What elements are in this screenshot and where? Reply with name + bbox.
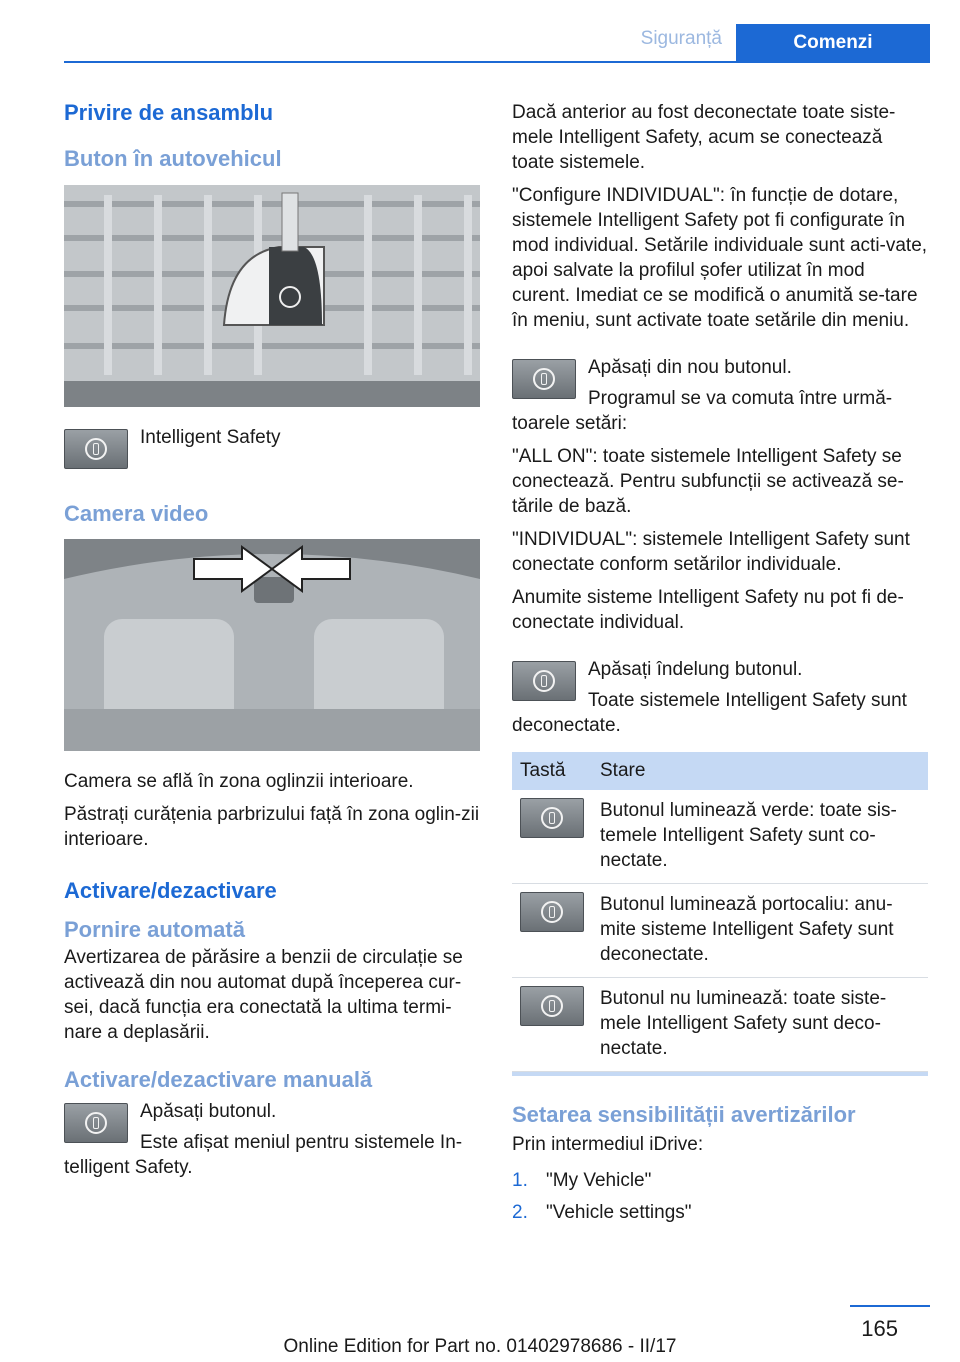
dashboard-vent-illustration — [64, 185, 480, 407]
table-row — [512, 790, 928, 884]
manual-subtitle: Activare/dezactivare manuală — [64, 1066, 373, 1092]
header-section: Siguranță — [640, 28, 722, 49]
button-state-table — [512, 752, 928, 1072]
table-end-rule — [512, 1072, 928, 1076]
manual-button-icon — [64, 1103, 128, 1143]
not-disconnectable-text: Anumite sisteme Intelligent Safety nu pot fi de‐conectate individual. — [512, 587, 904, 633]
orange-state-text: Butonul luminează portocaliu: anu‐mite sisteme Intelligent Safety sunt deconectate. — [592, 884, 928, 978]
page-number-rule — [850, 1305, 930, 1307]
green-state-text: Butonul luminează verde: toate sis‐temele Intelligent Safety sunt co‐nectate. — [592, 790, 928, 884]
table-header-state: Stare — [592, 752, 928, 790]
press-again-row — [512, 355, 928, 436]
activation-title: Activare/dezactivare — [64, 878, 277, 904]
off-state-button-icon — [520, 986, 584, 1026]
green-state-button-icon — [520, 798, 584, 838]
orange-state-button-icon — [520, 892, 584, 932]
idrive-steps-list — [512, 1165, 928, 1229]
manual-menu-text: Este afișat meniul pentru sistemele In‐telligent Safety. — [64, 1132, 463, 1179]
table-row — [512, 884, 928, 978]
configure-individual-text: "Configure INDIVIDUAL": în funcție de dotare, sistemele Intelligent Safety pot fi configurate în mod individual. Setările individuale sunt acti‐vate, apoi salvate la profilul șofer utilizat în mod curent. Imediat ce se modifică o anumită se‐tare în meniu, sunt activate toate setările din meniu. — [512, 185, 928, 331]
step-number: 1. — [512, 1170, 528, 1192]
off-state-text: Butonul nu luminează: toate siste‐mele Intelligent Safety sunt deco‐nectate. — [592, 978, 928, 1072]
button-subtitle: Buton în autovehicul — [64, 146, 282, 172]
manual-press-text: Apăsați butonul. — [140, 1101, 277, 1123]
header-rule — [64, 61, 930, 63]
table-header-row — [512, 752, 928, 790]
toggle-settings-text: Programul se va comuta între urmă‐toarele setări: — [512, 388, 893, 434]
step-number: 2. — [512, 1202, 528, 1224]
intelligent-safety-icon-row — [64, 425, 480, 475]
individual-text: "INDIVIDUAL": sistemele Intelligent Safety sunt conectate conform setărilor individuale. — [512, 529, 910, 575]
camera-location-text: Camera se află în zona oglinzii interioare. — [64, 771, 414, 793]
step-text: "Vehicle settings" — [546, 1202, 692, 1224]
reconnect-text: Dacă anterior au fost deconectate toate siste‐mele Intelligent Safety, acum se conectează toate sistemele. — [512, 102, 896, 173]
right-column — [512, 100, 928, 1229]
button-figure — [64, 185, 480, 407]
all-disconnected-text: Toate sistemele Intelligent Safety sunt deconectate. — [512, 690, 907, 736]
car-interior-illustration — [64, 539, 480, 751]
all-on-text: "ALL ON": toate sistemele Intelligent Safety se conectează. Pentru subfuncții se activează se‐tările de bază. — [512, 446, 904, 517]
left-column — [64, 100, 480, 1188]
camera-subtitle: Camera video — [64, 500, 209, 526]
intelligent-safety-button-icon — [64, 429, 128, 469]
table-row — [512, 978, 928, 1072]
camera-figure — [64, 539, 480, 751]
intelligent-safety-label: Intelligent Safety — [140, 426, 281, 448]
press-again-button-icon — [512, 359, 576, 399]
page-number: 165 — [861, 1316, 898, 1341]
auto-start-subtitle: Pornire automată — [64, 916, 245, 942]
camera-cleaning-text: Păstrați curățenia parbrizului față în zona oglin‐zii interioare. — [64, 804, 480, 851]
idrive-intro-text: Prin intermediul iDrive: — [512, 1134, 704, 1156]
table-header-key: Tastă — [512, 752, 592, 790]
overview-title: Privire de ansamblu — [64, 100, 274, 125]
sensitivity-subtitle: Setarea sensibilității avertizărilor — [512, 1102, 856, 1127]
footer-edition: Online Edition for Part no. 01402978686 - II/17 — [283, 1336, 677, 1357]
manual-icon-row — [64, 1099, 480, 1180]
press-long-button-icon — [512, 661, 576, 701]
auto-start-text: Avertizarea de părăsire a benzii de circulație se activează din nou automat după începerea cur‐sei, dacă funcția era conectată la ultima termi‐nare a deplasării. — [64, 946, 463, 1043]
header-tab[interactable]: Comenzi — [736, 24, 930, 62]
press-long-row — [512, 657, 928, 738]
list-item — [512, 1197, 928, 1229]
step-text: "My Vehicle" — [546, 1170, 652, 1192]
press-again-text: Apăsați din nou butonul. — [588, 357, 792, 378]
press-long-text: Apăsați îndelung butonul. — [588, 659, 803, 680]
list-item — [512, 1165, 928, 1197]
